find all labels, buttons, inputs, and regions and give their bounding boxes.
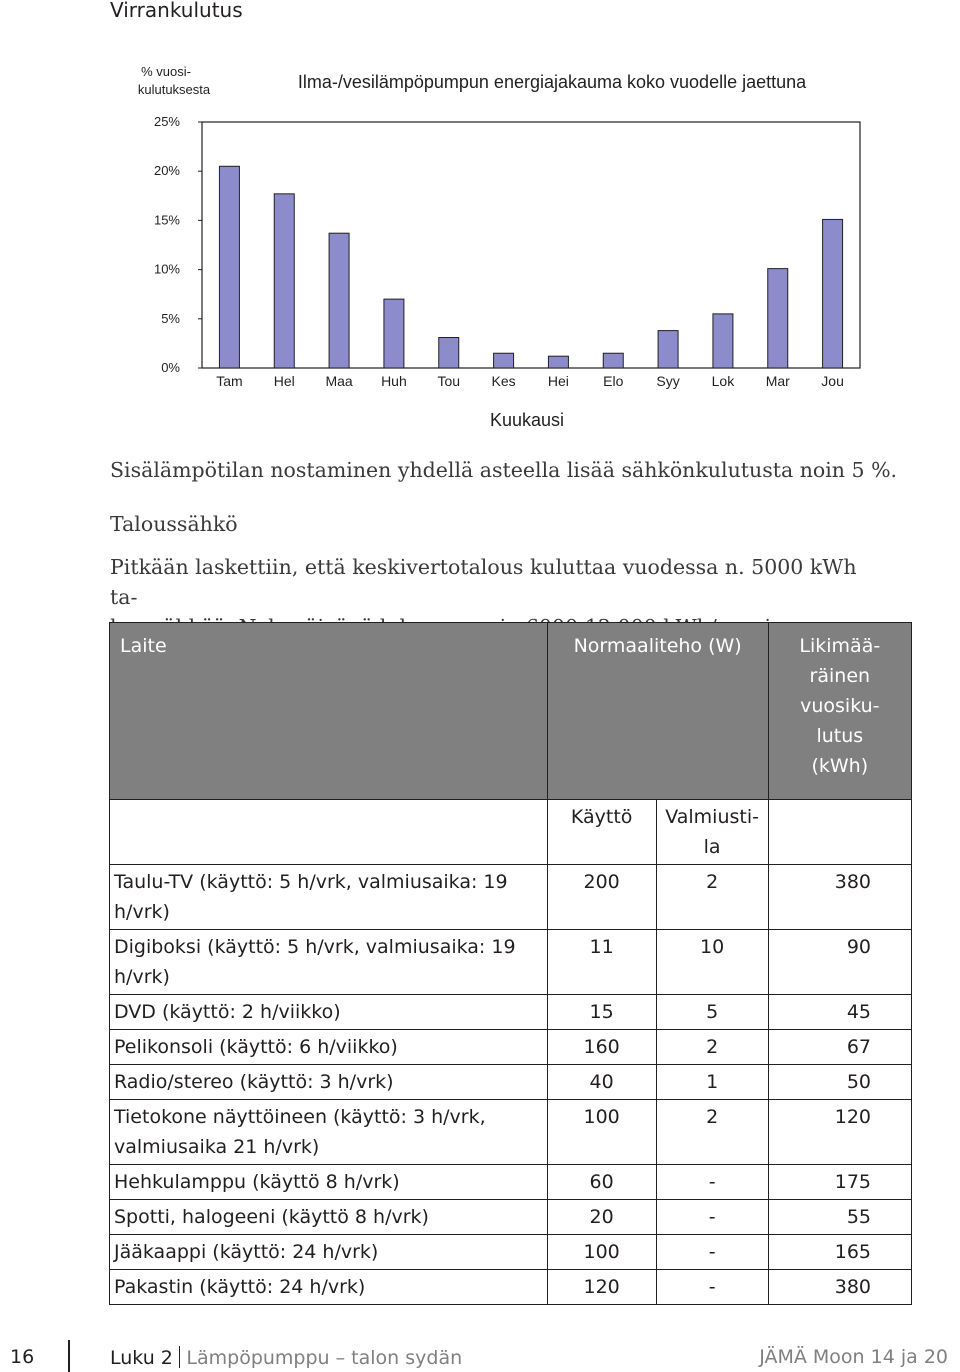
section-title: Virrankulutus bbox=[110, 0, 243, 22]
bar-mar bbox=[768, 269, 788, 368]
x-tick-label: Huh bbox=[381, 373, 407, 389]
annual-consumption: 120 bbox=[768, 1100, 911, 1165]
table-row bbox=[110, 1100, 912, 1165]
x-tick-label: Lok bbox=[711, 373, 735, 389]
use-power: 120 bbox=[547, 1270, 656, 1305]
x-tick-label: Kes bbox=[491, 373, 516, 389]
bar-tou bbox=[439, 337, 459, 368]
standby-power: 2 bbox=[656, 865, 768, 930]
page-number: 16 bbox=[10, 1346, 35, 1368]
annual-consumption: 175 bbox=[768, 1165, 911, 1200]
device-name: Spotti, halogeeni (käyttö 8 h/vrk) bbox=[110, 1200, 548, 1235]
bar-kes bbox=[494, 353, 514, 368]
bar-hel bbox=[274, 194, 294, 368]
household-electricity-heading: Taloussähkö bbox=[110, 512, 238, 536]
y-tick-label: 25% bbox=[153, 114, 180, 129]
bar-lok bbox=[713, 314, 733, 368]
use-power: 160 bbox=[547, 1030, 656, 1065]
annual-consumption: 165 bbox=[768, 1235, 911, 1270]
y-tick-label: 10% bbox=[153, 261, 180, 277]
x-tick-label: Tam bbox=[216, 373, 243, 389]
subheader-empty bbox=[110, 800, 548, 865]
bar-hei bbox=[548, 356, 568, 368]
y-tick-label: 0% bbox=[161, 360, 180, 375]
use-power: 11 bbox=[547, 930, 656, 995]
standby-power: 10 bbox=[656, 930, 768, 995]
device-name: Pelikonsoli (käyttö: 6 h/viikko) bbox=[110, 1030, 548, 1065]
subheader-empty-annual bbox=[768, 800, 911, 865]
y-tick-label: 20% bbox=[153, 163, 180, 179]
paragraph-line-1: Pitkään laskettiin, että keskivertotalous kuluttaa vuodessa n. 5000 kWh ta- bbox=[110, 555, 857, 609]
device-name: Pakastin (käyttö: 24 h/vrk) bbox=[110, 1270, 548, 1305]
device-name: Digiboksi (käyttö: 5 h/vrk, valmiusaika: 19 h/vrk) bbox=[110, 930, 548, 995]
chapter-number: Luku 2 bbox=[110, 1347, 173, 1369]
table-row bbox=[110, 1030, 912, 1065]
standby-power: - bbox=[656, 1270, 768, 1305]
device-name: Radio/stereo (käyttö: 3 h/vrk) bbox=[110, 1065, 548, 1100]
x-tick-label: Elo bbox=[603, 373, 624, 389]
table-row bbox=[110, 1065, 912, 1100]
table-row bbox=[110, 865, 912, 930]
x-tick-label: Hel bbox=[273, 373, 295, 389]
use-power: 15 bbox=[547, 995, 656, 1030]
subheader-use: Käyttö bbox=[547, 800, 656, 865]
standby-power: - bbox=[656, 1200, 768, 1235]
x-tick-label: Maa bbox=[325, 373, 353, 389]
table-row bbox=[110, 930, 912, 995]
annual-consumption: 50 bbox=[768, 1065, 911, 1100]
chart-title: Ilma-/vesilämpöpumpun energiajakauma koko vuodelle jaettuna bbox=[297, 72, 807, 92]
chapter-label bbox=[110, 1346, 462, 1369]
use-power: 100 bbox=[547, 1235, 656, 1270]
bar-elo bbox=[603, 353, 623, 368]
device-consumption-table bbox=[109, 622, 912, 1305]
device-name: Tietokone näyttöineen (käyttö: 3 h/vrk, valmiusaika 21 h/vrk) bbox=[110, 1100, 548, 1165]
bar-chart-svg bbox=[100, 52, 880, 442]
energy-distribution-chart bbox=[100, 52, 880, 442]
use-power: 60 bbox=[547, 1165, 656, 1200]
table-row bbox=[110, 1235, 912, 1270]
subheader-standby: Valmiusti- la bbox=[656, 800, 768, 865]
header-normal-power: Normaaliteho (W) bbox=[547, 623, 768, 800]
standby-power: - bbox=[656, 1165, 768, 1200]
table-row bbox=[110, 1200, 912, 1235]
x-tick-label: Jou bbox=[821, 373, 844, 389]
standby-power: 1 bbox=[656, 1065, 768, 1100]
device-name: DVD (käyttö: 2 h/viikko) bbox=[110, 995, 548, 1030]
table-row bbox=[110, 995, 912, 1030]
bar-tam bbox=[219, 166, 239, 368]
annual-consumption: 55 bbox=[768, 1200, 911, 1235]
x-tick-label: Mar bbox=[765, 373, 790, 389]
annual-consumption: 90 bbox=[768, 930, 911, 995]
device-name: Hehkulamppu (käyttö 8 h/vrk) bbox=[110, 1165, 548, 1200]
standby-power: 2 bbox=[656, 1100, 768, 1165]
subheader-row bbox=[110, 800, 912, 865]
chapter-divider bbox=[179, 1346, 181, 1368]
page-footer bbox=[0, 1340, 960, 1372]
brand-label: JÄMÄ Moon 14 ja 20 bbox=[759, 1346, 948, 1368]
annual-consumption: 380 bbox=[768, 865, 911, 930]
x-tick-label: Syy bbox=[656, 373, 680, 389]
footer-divider bbox=[68, 1340, 70, 1372]
y-axis-label-line-1: % vuosi- bbox=[141, 64, 191, 79]
chapter-title: Lämpöpumppu – talon sydän bbox=[186, 1347, 463, 1369]
y-tick-label: 15% bbox=[153, 212, 180, 228]
table-row bbox=[110, 1270, 912, 1305]
device-name: Taulu-TV (käyttö: 5 h/vrk, valmiusaika: 19 h/vrk) bbox=[110, 865, 548, 930]
temperature-note: Sisälämpötilan nostaminen yhdellä asteella lisää sähkönkulutusta noin 5 %. bbox=[110, 458, 898, 482]
y-tick-label: 5% bbox=[161, 310, 180, 326]
standby-power: - bbox=[656, 1235, 768, 1270]
use-power: 100 bbox=[547, 1100, 656, 1165]
standby-power: 5 bbox=[656, 995, 768, 1030]
bar-jou bbox=[823, 219, 843, 368]
annual-consumption: 380 bbox=[768, 1270, 911, 1305]
x-tick-label: Hei bbox=[547, 373, 569, 389]
annual-consumption: 67 bbox=[768, 1030, 911, 1065]
plot-area-frame bbox=[202, 122, 860, 368]
use-power: 200 bbox=[547, 865, 656, 930]
x-axis-label: Kuukausi bbox=[489, 410, 565, 430]
device-name: Jääkaappi (käyttö: 24 h/vrk) bbox=[110, 1235, 548, 1270]
x-tick-label: Tou bbox=[437, 373, 461, 389]
bar-syy bbox=[658, 331, 678, 368]
header-annual-consumption: Likimää- räinen vuosiku- lutus (kWh) bbox=[768, 623, 911, 800]
use-power: 40 bbox=[547, 1065, 656, 1100]
bar-maa bbox=[329, 233, 349, 368]
standby-power: 2 bbox=[656, 1030, 768, 1065]
header-device: Laite bbox=[110, 623, 548, 800]
use-power: 20 bbox=[547, 1200, 656, 1235]
bar-huh bbox=[384, 299, 404, 368]
y-axis-label-line-2: kulutuksesta bbox=[137, 82, 211, 97]
annual-consumption: 45 bbox=[768, 995, 911, 1030]
table-row bbox=[110, 1165, 912, 1200]
